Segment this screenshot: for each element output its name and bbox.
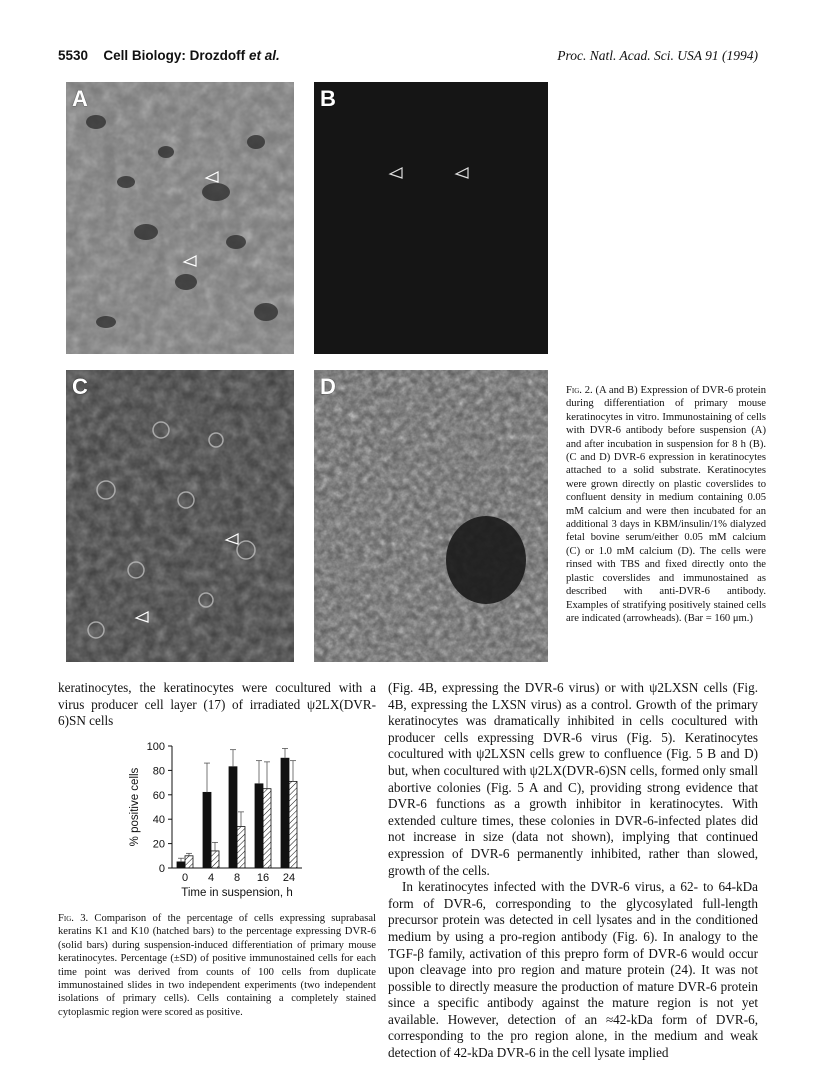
et-al: et al. — [248, 48, 280, 63]
y-tick-label: 0 — [158, 863, 165, 875]
figure-2-caption — [566, 384, 766, 625]
figure-3-bar-chart — [120, 738, 320, 908]
dvr6-bar — [229, 767, 237, 868]
keratin-bar — [237, 827, 245, 868]
figure-3-caption — [58, 912, 376, 1019]
right-paragraph-2: In keratinocytes infected with the DVR-6 virus, a 62- to 64-kDa form of DVR-6, corresponding to the glycosylated full-length precursor protein was detected in cell lysates and in the conditioned medium by using a pro-region antibody (Fig. 6). In analogy to the TGF-β family, activation of this prepro form of DVR-6 would occur upon cleavage into pro region and mature protein (24). It was not possible to directly measure the production of mature DVR-6 protein since a specific antibody against the mature region is not yet available. However, detection of an ≈42-kDa form of DVR-6, corresponding to the pro region alone, in the medium and weak detection of 42-kDa DVR-6 in the cell lysate implied — [388, 879, 758, 1061]
micrograph-d-image — [314, 370, 548, 662]
micrograph-panel-a — [66, 82, 294, 354]
micrograph-c-image — [66, 370, 294, 662]
micrograph-panel-b — [314, 82, 548, 354]
right-column-text — [388, 680, 758, 1062]
panel-label-c: C — [72, 374, 89, 399]
journal-citation: Proc. Natl. Acad. Sci. USA 91 (1994) — [557, 48, 758, 63]
y-tick-label: 100 — [146, 741, 165, 753]
dvr6-bar — [281, 758, 289, 868]
y-tick-label: 40 — [152, 814, 165, 827]
running-header — [58, 48, 758, 68]
panel-label-b: B — [320, 86, 337, 111]
micrograph-a-image — [66, 82, 294, 354]
keratin-bar — [185, 856, 193, 868]
right-paragraph-1: (Fig. 4B, expressing the DVR-6 virus) or with ψ2LXSN cells (Fig. 4B, expressing the LXSN virus) as a control. Growth of the primary keratinocytes was dramatically inhibited in cells cocultured with producer cells expressing DVR-6 virus (Fig. 5). Keratinocytes cocultured with ψ2LXSN cells grew to confluence (Fig. 5 B and D) but, when cocultured with ψ2LX(DVR-6)SN cells, formed only small abortive colonies (Fig. 5 A and C), providing strong evidence that DVR-6 functions as a growth inhibitor in keratinocytes. With extended culture times, these colonies in DVR-6-infected plates did not increase in size (data not shown), implying that continued expression of DVR-6 permanently inhibited, rather than slowed, growth of the cells. — [388, 680, 758, 878]
y-tick-label: 60 — [152, 789, 165, 802]
left-paragraph-1: keratinocytes, the keratinocytes were cocultured with a virus producer cell layer (17) of irradiated ψ2LX(DVR-6)SN cells — [58, 680, 376, 729]
micrograph-panel-c — [66, 370, 294, 662]
x-tick-label: 0 — [181, 872, 189, 884]
keratin-bar — [289, 781, 297, 868]
x-axis-label: Time in suspension, h — [181, 887, 293, 899]
dvr6-bar — [203, 792, 211, 868]
fig2-caption-text: (A and B) Expression of DVR-6 protein during differentiation of primary mouse keratinocytes in vitro. Immunostaining of cells with DVR-6 antibody before suspension (A) and after incubation in suspension for 8 h (B). (C and D) DVR-6 expression in keratinocytes attached to a solid substrate. Keratinocytes were grown directly on plastic coverslides to confluent density in medium containing 0.05 mM calcium and were then incubated for an additional 3 days in KBM/insulin/1% dialyzed fetal bovine serum/either 0.05 mM calcium (C) or 1.0 mM calcium (D). The cells were rinsed with TBS and fixed directly onto the plastic coverslides and immunostained as described with anti-DVR-6 antibody. Examples of stratifying positively stained cells are indicated (arrowheads). (Bar = 160 μm.) — [566, 385, 766, 624]
page-number: 5530 — [58, 48, 89, 63]
header-left — [58, 48, 280, 64]
section-authors — [103, 48, 279, 63]
section-authors-text: Cell Biology: Drozdoff — [103, 48, 246, 63]
panel-label-a: A — [72, 86, 89, 111]
x-tick-label: 4 — [207, 872, 215, 884]
fig3-caption-text: Comparison of the percentage of cells expressing suprabasal keratins K1 and K10 (hatched bars) to the percentage expressing DVR-6 (solid bars) during suspension-induced differentiation of primary mouse keratinocytes. Percentage (±SD) of positive immunostained cells for each time point was derived from counts of 100 cells from duplicate immunostained slides in two independent experiments (two independent isolations of primary cells). Cells containing a completely stained cytoplasmic region were scored as positive. — [58, 913, 376, 1018]
y-tick-label: 80 — [152, 765, 165, 778]
x-tick-label: 8 — [233, 872, 241, 884]
fig2-caption-label: Fig. 2. — [566, 385, 593, 396]
y-axis-label: % positive cells — [129, 767, 141, 847]
keratin-bar — [211, 851, 219, 868]
left-column-text — [58, 680, 376, 730]
y-tick-label: 20 — [152, 838, 165, 851]
micrograph-b-image — [314, 82, 548, 354]
chart-plot-area — [129, 741, 302, 899]
dvr6-bar — [255, 784, 263, 868]
dvr6-bar — [177, 862, 185, 868]
x-tick-label: 24 — [282, 872, 296, 884]
panel-label-d: D — [320, 374, 337, 399]
keratin-bar — [263, 789, 271, 868]
micrograph-panel-d — [314, 370, 548, 662]
fig3-caption-label: Fig. 3. — [58, 913, 89, 924]
x-tick-label: 16 — [256, 872, 270, 884]
